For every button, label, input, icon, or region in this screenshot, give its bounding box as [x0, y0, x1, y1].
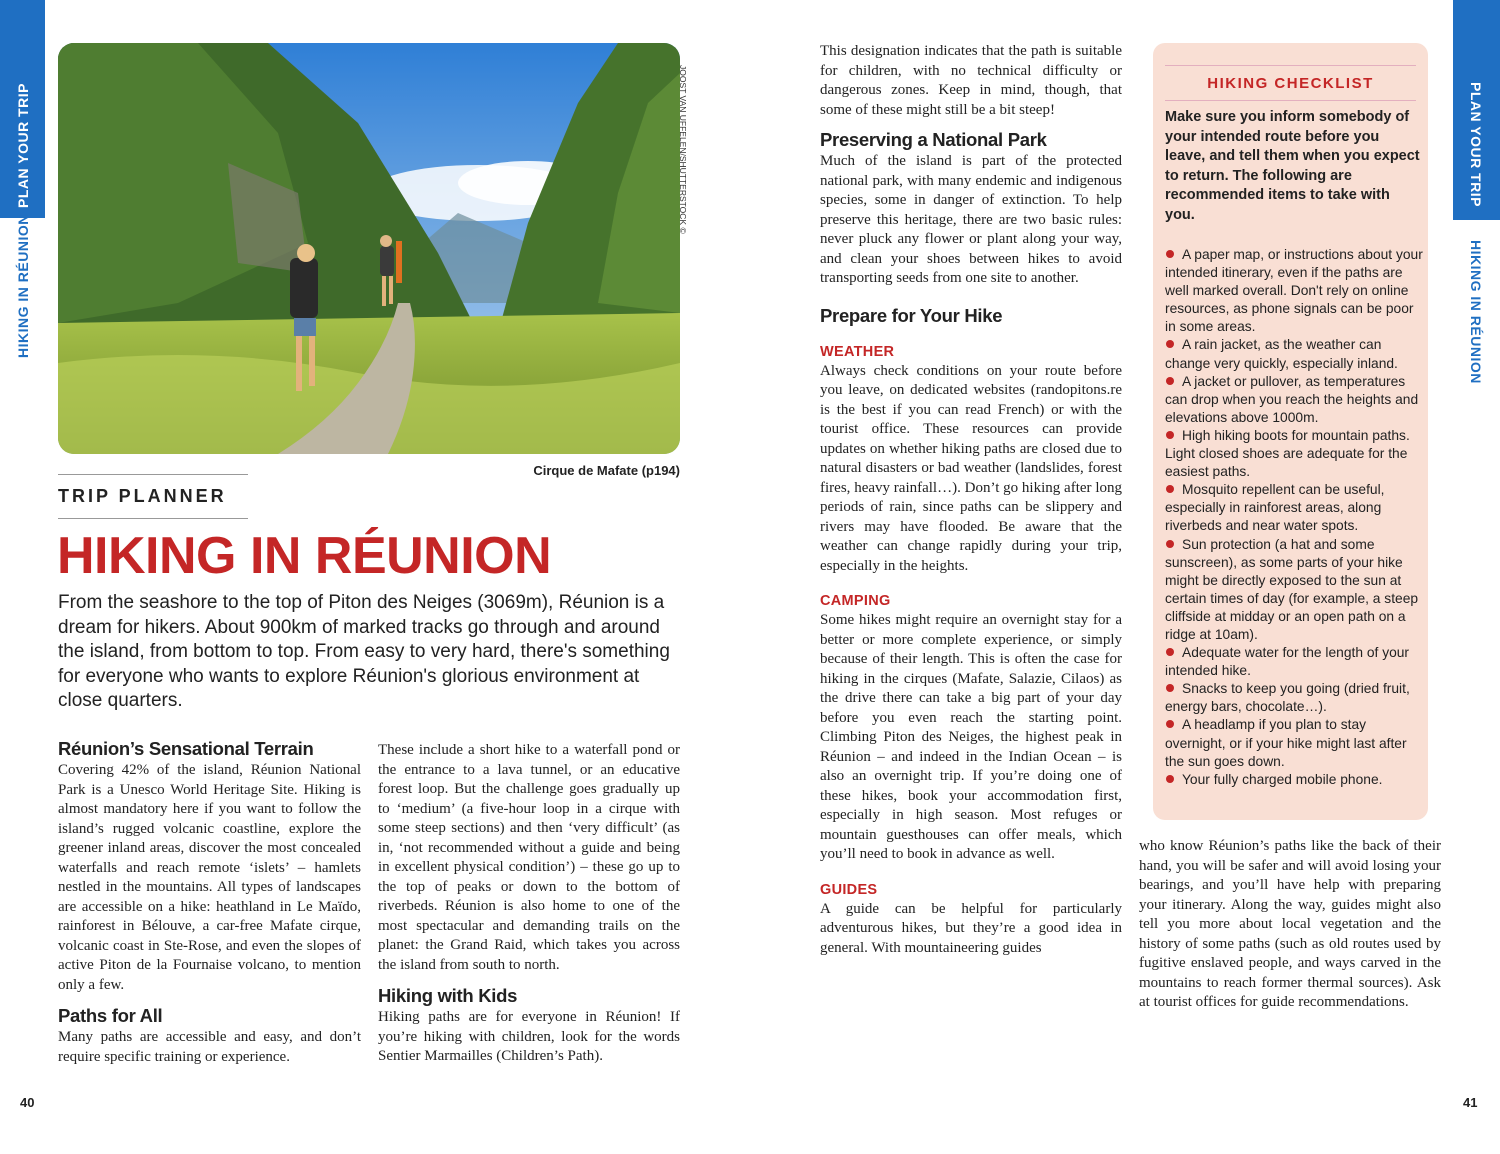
checklist-item: A jacket or pullover, as temperatures can drop when you reach the heights and elevations above 1000m.: [1165, 373, 1419, 425]
heading-kids: Hiking with Kids: [378, 985, 518, 1006]
paragraph-guides: A guide can be helpful for particularly adventurous hikes, but they’re a good idea in general. With mountaineering guides: [820, 900, 1122, 956]
checklist-item: A headlamp if you plan to stay overnight, or if your hike might last after the sun goes down.: [1165, 717, 1407, 769]
page-number-left: 40: [20, 1095, 35, 1110]
section-label-left: PLAN YOUR TRIP: [15, 83, 31, 208]
paragraph-camping: Some hikes might require an overnight stay for a better or more complete experience, or simply because of their length. This is often the case for hiking in the cirques (Mafate, Salazie, Cilaos) as the drive there can take a big part of your day before you even reach the starting point. Climbing Piton des Neiges, the highest peak in Réunion – and indeed in the Indian Ocean – is also an overnight trip. If you’re doing one of these hikes, book your accommodation first, especially in high season. Most refuges or mountain guesthouses can offer meals, which you’ll need to book in advance as well.: [820, 612, 1122, 862]
bullet-icon: [1166, 340, 1174, 348]
heading-guides: GUIDES: [820, 881, 878, 898]
kicker-rule-top: [58, 474, 248, 475]
bullet-icon: [1166, 485, 1174, 493]
checklist-item: A rain jacket, as the weather can change very quickly, especially inland.: [1165, 337, 1398, 371]
paragraph-kids: Hiking paths are for everyone in Réunion! If you’re hiking with children, look for the words Sentier Marmailles (Children’s Path).: [378, 1009, 680, 1064]
column-3: [820, 42, 1122, 958]
intro-paragraph: From the seashore to the top of Piton des Neiges (3069m), Réunion is a dream for hikers. About 900km of marked tracks go through and around the island, from bottom to top. From easy to very hard, there's something for everyone who wants to explore Réunion's glorious environment at close quarters.: [58, 592, 670, 711]
bullet-icon: [1166, 775, 1174, 783]
paragraph-designation: This designation indicates that the path is suitable for children, with no technical difficulty or dangerous zones. Keep in mind, though, that some of these might still be a bit steep!: [820, 43, 1122, 118]
bullet-icon: [1166, 648, 1174, 656]
section-label-right: PLAN YOUR TRIP: [1468, 82, 1484, 207]
checklist-intro: Make sure you inform somebody of your intended route before you leave, and tell them when you expect to return. The following are recommended items to take with you.: [1165, 109, 1420, 223]
checklist-item: Mosquito repellent can be useful, especially in rainforest areas, along riverbeds and near water spots.: [1165, 482, 1385, 534]
checklist-item: Your fully charged mobile phone.: [1165, 771, 1427, 789]
column-2: [378, 741, 680, 1067]
checklist-rule-top: [1165, 65, 1416, 66]
checklist-item: Sun protection (a hat and some sunscreen), as some parts of your hike might be directly exposed to the sun at certain times of day (for example, a steep cliffside at midday or an open path on a ridge at 10am).: [1165, 536, 1419, 642]
chapter-label-left: HIKING IN RÉUNION: [15, 214, 31, 358]
checklist-title: HIKING CHECKLIST: [1207, 75, 1374, 92]
bullet-icon: [1166, 540, 1174, 548]
paragraph-preserve: Much of the island is part of the protected national park, with many endemic and indigenous species, some in danger of extinction. To help preserve this heritage, there are two basic rules: never pluck any flower or plant along your way, and clean your shoes between hikes to avoid transporting seeds from one site to another.: [820, 153, 1122, 286]
hiking-photo: [58, 43, 680, 454]
paragraph-terrain: Covering 42% of the island, Réunion National Park is a Unesco World Heritage Site. Hiking is almost mandatory here if you want to follow the island’s rugged volcanic coastline, explore the greener inland areas, discover the most concealed waterfalls and reach remote ‘islets’ – hamlets nestled in the mountains. All types of landscapes are accessible on a hike: heathland in Le Maïdo, rainforest in Bélouve, a car-free Mafate cirque, volcanic coast in Ste-Rose, and even the slopes of active Piton de la Fournaise volcano, to mention only a few.: [58, 762, 361, 993]
checklist-item: A paper map, or instructions about your intended itinerary, even if the paths are well marked overall. Don't rely on online resources, as phone signals can be poor in some areas.: [1165, 247, 1423, 335]
bullet-icon: [1166, 431, 1174, 439]
heading-paths: Paths for All: [58, 1005, 163, 1026]
heading-terrain: Réunion’s Sensational Terrain: [58, 738, 314, 759]
checklist-item: Snacks to keep you going (dried fruit, energy bars, chocolate…).: [1165, 681, 1410, 715]
paragraph-weather: Always check conditions on your route before you leave, on dedicated websites (randopitons.re is the best if you can read French) or with the tourist office. These resources can provide updates on whether hiking paths are closed due to natural disasters or bad weather (landslides, forest fires, heavy rainfall…). Don’t go hiking after long periods of rain, since paths can be slippery and rivers may have flooded. Be aware that the weather can change rapidly during your trip, especially in the heights.: [820, 362, 1122, 574]
paragraph-paths: Many paths are accessible and easy, and don’t require specific training or experience.: [58, 1029, 361, 1065]
kicker: TRIP PLANNER: [58, 486, 227, 506]
bullet-icon: [1166, 377, 1174, 385]
heading-prepare: Prepare for Your Hike: [820, 304, 1003, 326]
checklist-item: High hiking boots for mountain paths. Light closed shoes are adequate for the easiest paths.: [1165, 427, 1410, 480]
chapter-label-right: HIKING IN RÉUNION: [1468, 240, 1484, 384]
page-title: HIKING IN RÉUNION: [57, 527, 552, 585]
paragraph-guides-continued: who know Réunion’s paths like the back of their hand, you will be safer and will avoid losing your bearings, and you’ll have help with preparing your itinerary. Along the way, guides might also tell you more about local vegetation and the history of some paths (such as old routes used by fugitive enslaved people, and ways carved in the mountains to reach former thermal sources). Ask at tourist offices for guide recommendations.: [1139, 838, 1441, 1010]
checklist-item: Adequate water for the length of your intended hike.: [1165, 645, 1410, 679]
bullet-icon: [1166, 684, 1174, 692]
photo-caption: Cirque de Mafate (p194): [533, 463, 680, 478]
hiking-checklist-box: [1153, 43, 1428, 820]
heading-weather: WEATHER: [820, 343, 895, 360]
bullet-icon: [1166, 720, 1174, 728]
column-1: [58, 737, 361, 1067]
bullet-icon: [1166, 250, 1174, 258]
paragraph-challenge: These include a short hike to a waterfall pond or the entrance to a lava tunnel, or an educative forest loop. But the challenge goes gradually up to ‘medium’ (a five-hour loop in a cirque with some steep sections) and then ‘very difficult’ (as in, ‘not recommended without a guide and being in excellent physical condition’) – these go up to the top of peaks or down to the bottom of riverbeds. Réunion is also home to one of the most spectacular and demanding trails on the planet: the Grand Raid, which takes you across the island from south to north.: [378, 742, 680, 973]
heading-camping: CAMPING: [820, 593, 891, 609]
kicker-rule-bottom: [58, 518, 248, 519]
photo-credit: JOOST VAN UFFELEN/SHUTTERSTOCK ©: [678, 65, 688, 234]
checklist-items: [1165, 246, 1427, 789]
heading-preserve: Preserving a National Park: [820, 129, 1047, 150]
page-number-right: 41: [1463, 1095, 1478, 1110]
column-4: [1139, 837, 1441, 1013]
checklist-rule-bottom: [1165, 100, 1416, 101]
